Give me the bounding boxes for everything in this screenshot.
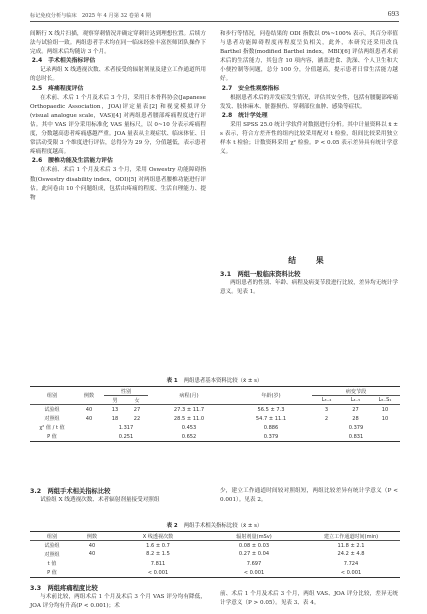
table-cell: 试验组 xyxy=(44,543,60,550)
table-cell: 1.317 xyxy=(118,424,134,431)
table2-number: 表 2 xyxy=(166,523,178,529)
table-cell: 11.8 ± 2.1 xyxy=(337,542,365,549)
table-cell: 8.2 ± 1.5 xyxy=(146,551,170,558)
heading-2-4: 2.4 手术相关指标评估 xyxy=(31,58,96,65)
table-cell: P 值 xyxy=(47,570,57,577)
table-cell: 27 xyxy=(133,406,141,413)
table2-caption xyxy=(30,521,399,529)
table-cell xyxy=(74,423,104,432)
table-cell: 对照组 xyxy=(44,416,60,423)
table-cell: < 0.001 xyxy=(243,569,265,576)
table1-header-cell: L₅₋S₁ xyxy=(370,396,400,405)
right-column-lower xyxy=(220,270,398,297)
heading-2-6: 2.6 腰椎功能及生活能力评估 xyxy=(31,158,113,165)
table-row xyxy=(30,559,400,568)
left-column-3-3 xyxy=(30,584,206,610)
table2 xyxy=(30,531,400,578)
table-cell: 27.3 ± 11.7 xyxy=(173,406,205,413)
paragraph: 间断行 X 线片扫描，观察穿刺情况并确定穿刺针达到理想位置。后续方法与试验组一致。两组患者手术均在同一临床经验丰富医师团队操作下完成。两组术后均随访 3 个月。 xyxy=(30,31,206,56)
table1-header-cell: 性别 xyxy=(104,387,148,396)
table1-header-cell: 组别 xyxy=(30,387,74,405)
table1-header-cell: L₄₋₅ xyxy=(341,396,370,405)
table-row xyxy=(30,541,400,550)
table-row xyxy=(30,550,400,559)
table2-header-cell: 建立工作通道时间(min) xyxy=(302,532,400,541)
table2-header-cell: X 线透视次数 xyxy=(110,532,206,541)
journal-name: 标记免疫分析与临床 2025 年 4 月第 32 卷第 4 期 xyxy=(30,13,151,19)
table2-header-cell: 辐射剂量(mSv) xyxy=(206,532,302,541)
table-cell: 28 xyxy=(352,415,359,422)
table-cell: 24.2 ± 4.8 xyxy=(337,551,365,558)
heading-2-8: 2.8 统计学处理 xyxy=(221,112,268,119)
table-cell: 3 xyxy=(324,406,329,413)
table-cell: 0.379 xyxy=(348,424,364,431)
paragraph: 根据患者术后的并发症发生情况，评估其安全性，包括有腰腿部疼痛发发、肢体麻木、脏器损伤、穿刺部位血肿、感染等症状。 xyxy=(220,94,398,110)
table1-header-cell: 病变节段 xyxy=(312,387,400,396)
table-cell: 40 xyxy=(85,415,93,422)
table-cell: 0.831 xyxy=(348,433,364,440)
table-row xyxy=(30,568,400,577)
table-cell: 7.697 xyxy=(246,560,262,567)
right-column xyxy=(220,30,398,157)
table2-title: 两组手术相关指标比较（x̄ ± s） xyxy=(183,523,263,529)
section-title-results: 结 果 xyxy=(288,256,330,265)
table-cell: 0.08 ± 0.03 xyxy=(238,542,270,549)
right-column-3-3 xyxy=(220,590,398,610)
page-number: 693 xyxy=(387,9,399,18)
table-row xyxy=(30,405,400,414)
table-cell: 28.5 ± 11.0 xyxy=(173,415,205,422)
table-cell: 40 xyxy=(85,406,93,413)
table-cell xyxy=(74,432,104,441)
table2-header-row xyxy=(30,532,400,541)
table-cell: 40 xyxy=(88,542,96,549)
table-cell: 13 xyxy=(111,406,119,413)
table-cell: 7.724 xyxy=(343,560,359,567)
paragraph: 在术前、术后 1 个月及术后 3 个月，采用 Oswestry 功能障碍指数(Oswestry disability index，ODI)[5] 对两组患者腰椎功能进行评估。此问卷由 10 个问题组成，包括由疼痛的程度、生活自理能力、提物 xyxy=(30,167,206,201)
table-cell: 56.5 ± 7.3 xyxy=(257,406,285,413)
table-cell: 1.6 ± 0.7 xyxy=(146,542,170,549)
table1-header-row xyxy=(30,387,400,396)
table-cell: P 值 xyxy=(47,434,57,441)
table1-header-cell: 男 xyxy=(104,396,126,405)
table-cell: 0.453 xyxy=(181,424,197,431)
table-cell: χ² 值 / t 值 xyxy=(39,425,65,432)
table1-caption xyxy=(30,376,399,384)
paragraph: 少，建立工作通道时间较对照组短，两组比较差异有统计学意义（P < 0.001）。见表 2。 xyxy=(220,488,398,504)
table1-header-cell: 病程(月) xyxy=(148,387,230,405)
table1-header-cell: 女 xyxy=(126,396,148,405)
table1-header-cell: 年龄(岁) xyxy=(230,387,312,405)
table-cell: 0.652 xyxy=(181,433,197,440)
table-cell: 22 xyxy=(133,415,141,422)
table-cell: 10 xyxy=(381,415,389,422)
table-cell: 27 xyxy=(352,406,359,413)
table-cell xyxy=(74,559,110,568)
table-cell: 10 xyxy=(381,406,389,413)
heading-3-3: 3.3 两组疼痛程度比较 xyxy=(30,585,98,592)
paragraph: 与术前比较，两组术后 1 个月及术后 3 个月 VAS 评分均有降低，JOA 评分均有升高(P < 0.001)；术 xyxy=(30,594,206,610)
left-column-3-2 xyxy=(30,487,206,505)
table-cell: 0.379 xyxy=(263,433,279,440)
table-cell: 18 xyxy=(111,415,119,422)
table1-header-cell: 例数 xyxy=(74,387,104,405)
table-cell: 对照组 xyxy=(44,551,60,558)
heading-2-5: 2.5 疼痛程度评估 xyxy=(31,85,84,92)
table1-header-cell: L₃₋₄ xyxy=(312,396,341,405)
paragraph: 试验组 X 线透视次数、术者辐射剂量接受对照组 xyxy=(40,497,160,504)
heading-2-7: 2.7 安全性观察指标 xyxy=(221,85,280,92)
table-cell: 0.251 xyxy=(118,433,134,440)
running-header xyxy=(30,10,399,22)
heading-3-2: 3.2 两组手术相关指标比较 xyxy=(30,488,111,495)
table-cell: 0.886 xyxy=(263,424,279,431)
paragraph: 记录两组 X 线透视次数、术者接受的辐射剂量及建立工作通道所用的总时长。 xyxy=(30,67,206,83)
table-cell: 40 xyxy=(88,551,96,558)
table2-header-cell: 例数 xyxy=(74,532,110,541)
right-column-3-2 xyxy=(220,487,398,505)
paragraph: 在术前、术后 1 个月及术后 3 个月，采用日本骨科协会(Japanese Orthopaedic Association，JOA)评定量表[2] 和视觉模拟评分(visual analogue scale，VAS)[4] 对两组患者腰部疼痛程度进行评估。其中 VAS 评分采用标准化 VAS 量标尺，以 0~10 分表示疼痛程度，分数越高患者疼痛感越严重。JOA 量表从主观症状、临床体征、日常活动受限 3 个维度进行评估，总得分为 29 分，分值越低，表示患者疼痛程度越高。 xyxy=(30,94,206,156)
table-cell: 试验组 xyxy=(44,407,60,414)
paragraph: 采用 SPSS 25.0 统计学软件对数据进行分析。其中计量资料以 x̄ ± s 表示，符合方差齐性的组内比较采用配对 t 检验，组间比较采用独立样本 t 检验；计数资料采用 χ² 检验。P < 0.05 表示差异具有统计学意义。 xyxy=(220,121,398,156)
heading-3-1: 3.1 两组一般临床资料比较 xyxy=(220,271,301,278)
paragraph: 前、术后 1 个月及术后 3 个月，两组 VAS、JOA 评分比较，差异无统计学意义（P > 0.05）。见表 3、表 4。 xyxy=(220,591,398,607)
paragraph: 和步行等情况，问卷结果的 ODI 指数以 0%~100% 表示，其百分率值与患者功能障碍程度再程度呈负相关，此外，本研究还采用改良 Barthel 指数(modified Barthel index，MBI)[6] 评估两组患者术前术后的生活能力，其包含 10 项内容，涵盖进食、洗澡、个人卫生和大小便控制等问题，总分 100 分，分值越高，提示患者日常生活能力越好。 xyxy=(220,31,398,83)
table-cell: t 值 xyxy=(47,561,57,568)
table-row xyxy=(30,432,400,441)
table1-number: 表 1 xyxy=(166,378,178,384)
table-cell: 2 xyxy=(324,415,329,422)
table-cell: 0.27 ± 0.04 xyxy=(238,551,270,558)
paragraph: 两组患者的性别、年龄、病程及病变节段进行比较，差异均无统计学意义。见表 1。 xyxy=(220,280,398,296)
table-row xyxy=(30,423,400,432)
table1-title: 两组患者基本资料比较（x̄ ± s） xyxy=(183,378,263,384)
table-row xyxy=(30,414,400,423)
table2-header-cell: 组别 xyxy=(30,532,74,541)
table-cell xyxy=(74,568,110,577)
table1 xyxy=(30,386,400,442)
table-cell: < 0.001 xyxy=(147,569,169,576)
table-cell: 54.7 ± 11.1 xyxy=(255,415,287,422)
table-cell: 7.811 xyxy=(150,560,166,567)
left-column xyxy=(30,30,206,203)
table-cell: < 0.001 xyxy=(340,569,362,576)
